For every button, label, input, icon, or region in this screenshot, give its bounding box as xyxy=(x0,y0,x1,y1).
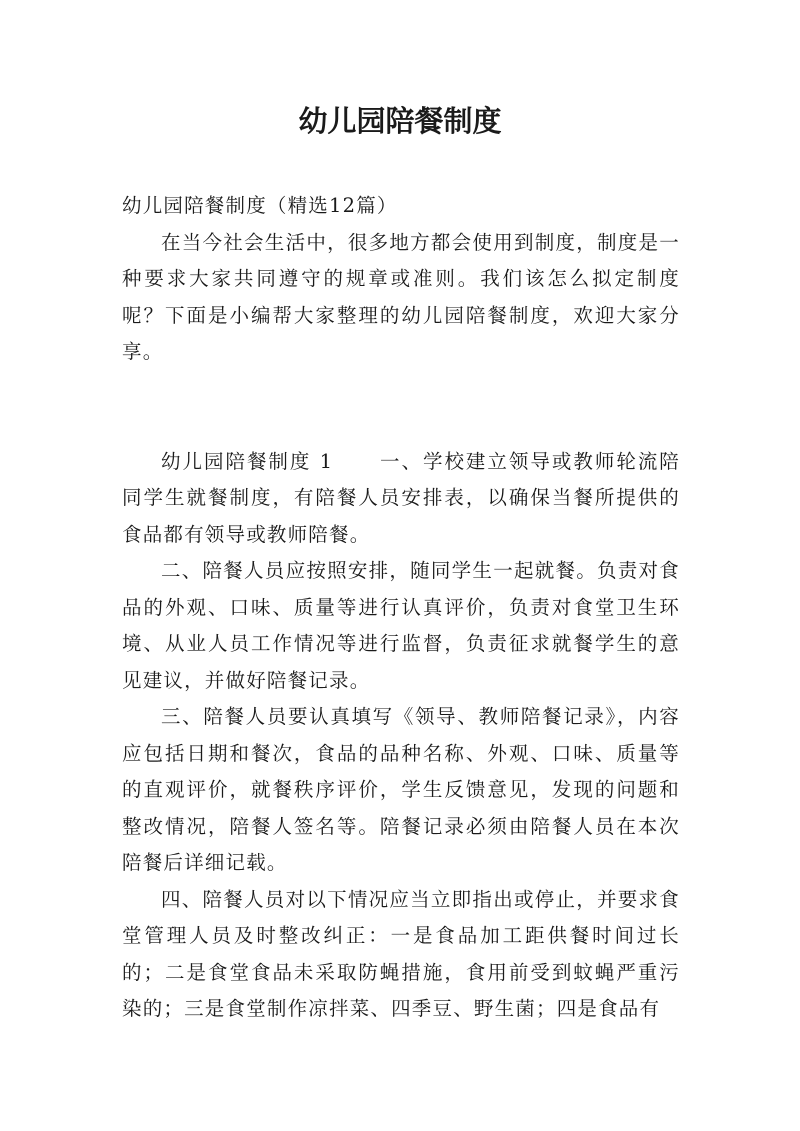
document-subtitle: 幼儿园陪餐制度（精选12篇） xyxy=(122,194,398,217)
section-1-item-1: 一、学校建立领导或教师轮流陪同学生就餐制度，有陪餐人员安排表，以确保当餐所提供的食品都有领导或教师陪餐。 xyxy=(122,449,681,546)
item-4-paragraph: 四、陪餐人员对以下情况应当立即指出或停止，并要求食堂管理人员及时整改纠正：一是食品加工距供餐时间过长的；二是食堂食品未采取防蝇措施，食用前受到蚊蝇严重污染的；三是食堂制作凉拌菜、四季豆、野生菌；四是食品有 xyxy=(122,887,680,1020)
section-1-paragraph xyxy=(122,444,680,554)
section-1-heading: 幼儿园陪餐制度 1 xyxy=(161,449,334,473)
intro-paragraph: 在当今社会生活中，很多地方都会使用到制度，制度是一种要求大家共同遵守的规章或准则。我们该怎么拟定制度呢？下面是小编帮大家整理的幼儿园陪餐制度，欢迎大家分享。 xyxy=(122,230,680,363)
document-title: 幼儿园陪餐制度 xyxy=(298,104,502,138)
document-body xyxy=(122,188,680,1028)
item-2-paragraph: 二、陪餐人员应按照安排，随同学生一起就餐。负责对食品的外观、口味、质量等进行认真评价，负责对食堂卫生环境、从业人员工作情况等进行监督，负责征求就餐学生的意见建议，并做好陪餐记录。 xyxy=(122,559,680,692)
item-3-paragraph: 三、陪餐人员要认真填写《领导、教师陪餐记录》，内容应包括日期和餐次，食品的品种名称、外观、口味、质量等的直观评价，就餐秩序评价，学生反馈意见，发现的问题和整改情况，陪餐人签名等。陪餐记录必须由陪餐人员在本次陪餐后详细记载。 xyxy=(122,705,680,874)
section-spacer xyxy=(122,371,680,444)
